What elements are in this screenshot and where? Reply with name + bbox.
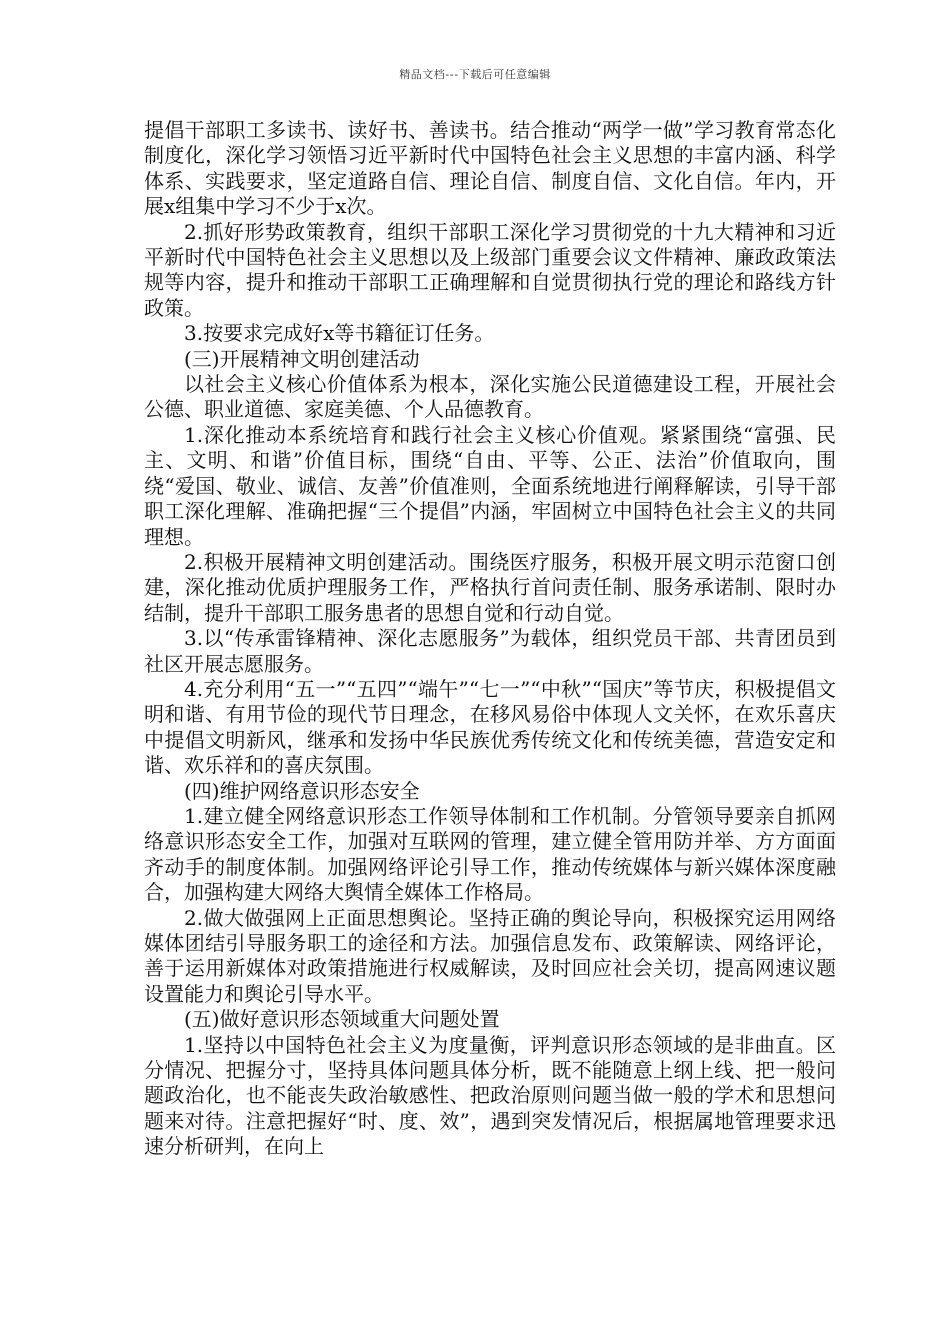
section-heading: (三)开展精神文明创建活动 [184,346,420,371]
paragraph-item: 1.坚持以中国特色社会主义为度量衡，评判意识形态领域的是非曲直。区分情况、把握分寸，坚持具体问题具体分析，既不能随意上纲上线、把一般问题政治化，也不能丧失政治敏感性、把政治原则问题当做一般的学术和思想问题来对待。注意把握好“时、度、效”，遇到突发情况后，根据属地管理要求迅速分析研判，在向上 [144,1032,836,1159]
paragraph-item: 1.建立健全网络意识形态工作领导体制和工作机制。分管领导要亲自抓网络意识形态安全工作，加强对互联网的管理，建立健全管用防并举、方方面面齐动手的制度体制。加强网络评论引导工作，推动传统媒体与新兴媒体深度融合，加强构建大网络大舆情全媒体工作格局。 [144,803,836,905]
paragraph-item: 2.积极开展精神文明创建活动。围绕医疗服务，积极开展文明示范窗口创建，深化推动优质护理服务工作，严格执行首问责任制、服务承诺制、限时办结制，提升干部职工服务患者的思想自觉和行动自觉。 [144,549,836,625]
paragraph-continuation: 提倡干部职工多读书、读好书、善读书。结合推动“两学一做”学习教育常态化制度化，深化学习领悟习近平新时代中国特色社会主义思想的丰富内涵、科学体系、实践要求，坚定道路自信、理论自信、制度自信、文化自信。年内，开展x组集中学习不少于x次。 [144,118,836,219]
paragraph-item: 2.抓好形势政策教育，组织干部职工深化学习贯彻党的十九大精神和习近平新时代中国特色社会主义思想以及上级部门重要会议文件精神、廉政政策法规等内容，提升和推动干部职工正确理解和自觉贯彻执行党的理论和路线方针政策。 [144,219,836,320]
section-heading: (五)做好意识形态领域重大问题处置 [184,1007,500,1032]
document-body [144,118,836,1160]
page-header: 精品文档---下载后可任意编辑 [399,68,551,81]
paragraph-item: 3.按要求完成好x等书籍征订任务。 [184,321,495,346]
paragraph-item: 1.深化推动本系统培育和践行社会主义核心价值观。紧紧围绕“富强、民主、文明、和谐”价值目标，围绕“自由、平等、公正、法治”价值取向，围绕“爱国、敬业、诚信、友善”价值准则，全面系统地进行阐释解读，引导干部职工深化理解、准确把握“三个提倡”内涵，牢固树立中国特色社会主义的共同理想。 [144,422,836,549]
section-heading: (四)维护网络意识形态安全 [184,778,420,803]
paragraph-item: 4.充分利用“五一”“五四”“端午”“七一”“中秋”“国庆”等节庆，积极提倡文明和谐、有用节俭的现代节日理念，在移风易俗中体现人文关怀，在欢乐喜庆中提倡文明新风，继承和发扬中华民族优秀传统文化和传统美德，营造安定和谐、欢乐祥和的喜庆氛围。 [144,676,836,778]
paragraph-item: 3.以“传承雷锋精神、深化志愿服务”为载体，组织党员干部、共青团员到社区开展志愿服务。 [144,626,836,676]
paragraph-item: 2.做大做强网上正面思想舆论。坚持正确的舆论导向，积极探究运用网络媒体团结引导服务职工的途径和方法。加强信息发布、政策解读、网络评论，善于运用新媒体对政策措施进行权威解读，及时回应社会关切，提高网速议题设置能力和舆论引导水平。 [144,905,836,1006]
paragraph-item: 以社会主义核心价值体系为根本，深化实施公民道德建设工程，开展社会公德、职业道德、家庭美德、个人品德教育。 [144,372,836,422]
